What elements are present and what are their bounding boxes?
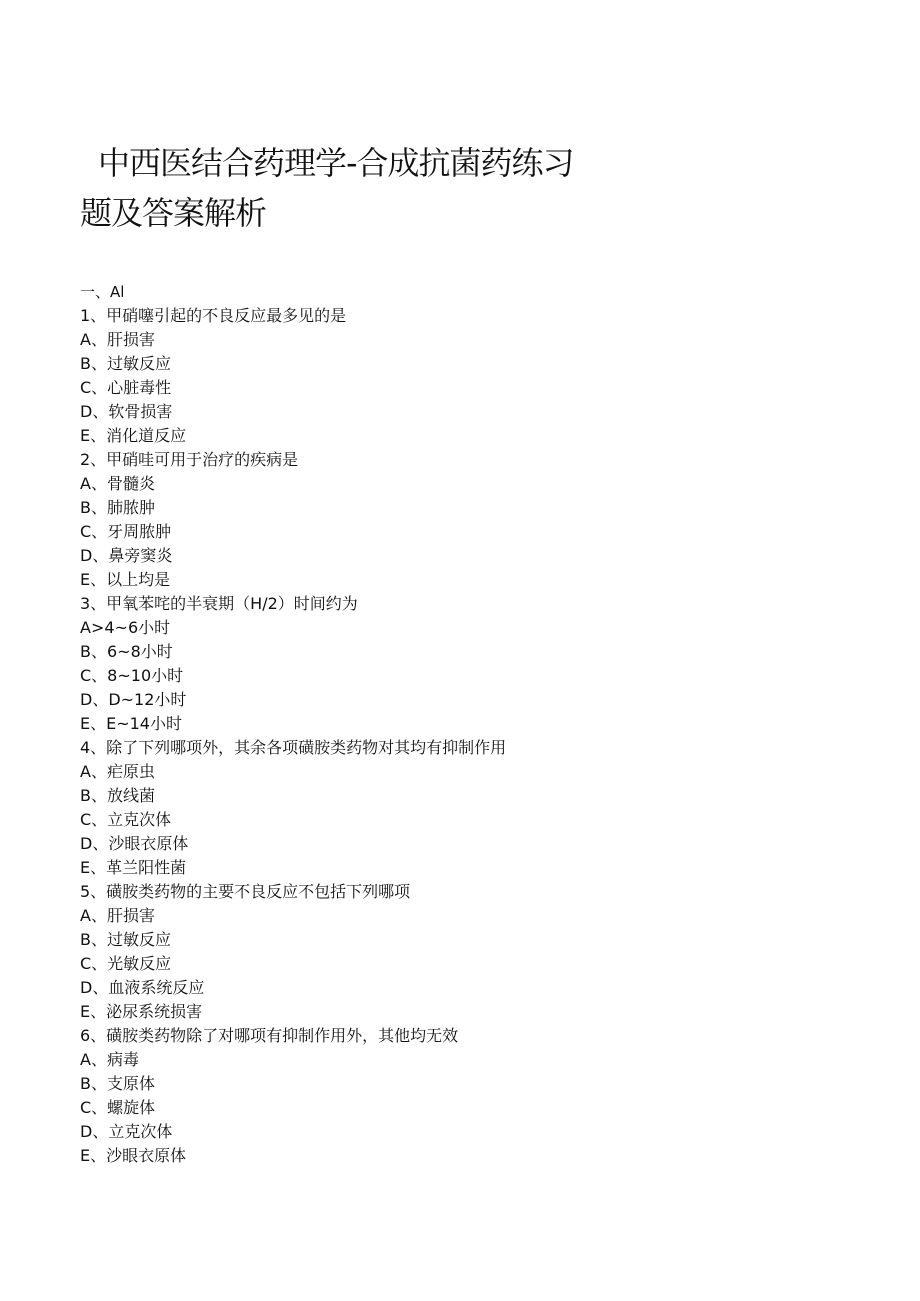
option-line: D、立克次体 xyxy=(80,1122,173,1141)
option-line: A、骨髓炎 xyxy=(80,474,155,493)
option-line: B、支原体 xyxy=(80,1074,155,1093)
question-line: 3、甲氧苯咤的半衰期（H/2）时间约为 xyxy=(80,594,358,613)
question-line: 1、甲硝噻引起的不良反应最多见的是 xyxy=(80,306,347,325)
option-line: B、6~8小时 xyxy=(80,642,173,661)
option-line: E、沙眼衣原体 xyxy=(80,1146,187,1165)
option-line: A、肝损害 xyxy=(80,906,155,925)
option-line: D、鼻旁窦炎 xyxy=(80,546,173,565)
option-line: D、沙眼衣原体 xyxy=(80,834,189,853)
section-heading: 一、Al xyxy=(80,283,125,301)
option-line: D、血液系统反应 xyxy=(80,978,205,997)
question-list xyxy=(80,280,860,1168)
document-title xyxy=(80,138,640,238)
option-line: C、螺旋体 xyxy=(80,1098,156,1117)
option-line: B、肺脓肿 xyxy=(80,498,155,517)
option-line: B、过敏反应 xyxy=(80,930,171,949)
option-line: E、消化道反应 xyxy=(80,426,187,445)
option-line: C、立克次体 xyxy=(80,810,172,829)
option-line: D、软骨损害 xyxy=(80,402,173,421)
title-line-1: 中西医结合药理学-合成抗菌药练习 xyxy=(98,144,574,182)
option-line: B、放线菌 xyxy=(80,786,155,805)
option-line: E、革兰阳性菌 xyxy=(80,858,187,877)
option-line: E、E~14小时 xyxy=(80,714,182,733)
option-line: E、泌尿系统损害 xyxy=(80,1002,203,1021)
option-line: C、8~10小时 xyxy=(80,666,184,685)
option-line: E、以上均是 xyxy=(80,570,171,589)
option-line: A、肝损害 xyxy=(80,330,155,349)
option-line: B、过敏反应 xyxy=(80,354,171,373)
option-line: A、疟原虫 xyxy=(80,762,155,781)
option-line: A>4~6小时 xyxy=(80,618,171,637)
question-line: 6、磺胺类药物除了对哪项有抑制作用外，其他均无效 xyxy=(80,1026,459,1045)
option-line: D、D~12小时 xyxy=(80,690,187,709)
question-line: 5、磺胺类药物的主要不良反应不包括下列哪项 xyxy=(80,882,411,901)
option-line: C、牙周脓肿 xyxy=(80,522,172,541)
option-line: C、心脏毒性 xyxy=(80,378,172,397)
option-line: C、光敏反应 xyxy=(80,954,172,973)
title-line-2: 题及答案解析 xyxy=(80,194,267,232)
question-line: 4、除了下列哪项外，其余各项磺胺类药物对其均有抑制作用 xyxy=(80,738,507,757)
option-line: A、病毒 xyxy=(80,1050,139,1069)
question-line: 2、甲硝哇可用于治疗的疾病是 xyxy=(80,450,299,469)
